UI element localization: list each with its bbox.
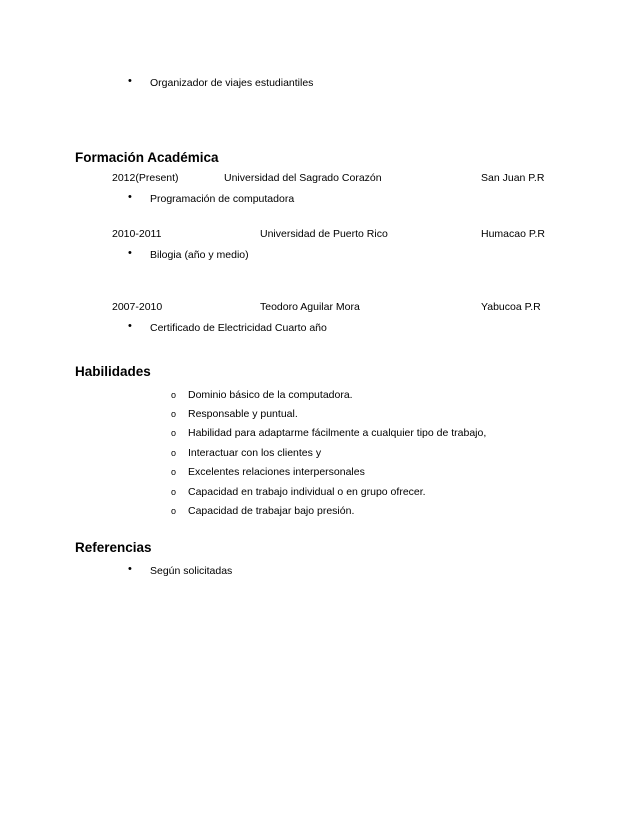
skill-item: Capacidad en trabajo individual o en grupo ofrecer.: [188, 486, 426, 498]
skill-item: Interactuar con los clientes y: [188, 447, 322, 459]
references-item: Según solicitadas: [150, 565, 233, 577]
education-institution: Teodoro Aguilar Mora: [260, 301, 360, 313]
skills-heading: Habilidades: [75, 364, 151, 379]
education-heading: Formación Académica: [75, 150, 219, 165]
education-detail: Programación de computadora: [150, 193, 295, 205]
bullet-icon: •: [128, 563, 132, 575]
education-period: 2012(Present): [112, 172, 179, 184]
circle-bullet-icon: o: [171, 467, 177, 477]
circle-bullet-icon: o: [171, 448, 177, 458]
circle-bullet-icon: o: [171, 409, 177, 419]
education-detail: Bilogia (año y medio): [150, 249, 249, 261]
education-detail: Certificado de Electricidad Cuarto año: [150, 322, 327, 334]
education-location: Humacao P.R: [481, 228, 546, 240]
skill-item: Excelentes relaciones interpersonales: [188, 466, 365, 478]
bullet-icon: •: [128, 75, 132, 87]
skill-item: Dominio básico de la computadora.: [188, 389, 353, 401]
education-period: 2010-2011: [112, 228, 162, 240]
circle-bullet-icon: o: [171, 506, 177, 516]
circle-bullet-icon: o: [171, 487, 177, 497]
circle-bullet-icon: o: [171, 390, 177, 400]
bullet-icon: •: [128, 191, 132, 203]
circle-bullet-icon: o: [171, 428, 177, 438]
bullet-icon: •: [128, 247, 132, 259]
intro-item: Organizador de viajes estudiantiles: [150, 77, 314, 89]
education-institution: Universidad de Puerto Rico: [260, 228, 388, 240]
education-location: Yabucoa P.R: [481, 301, 541, 313]
skill-item: Responsable y puntual.: [188, 408, 298, 420]
education-period: 2007-2010: [112, 301, 163, 313]
bullet-icon: •: [128, 320, 132, 332]
references-heading: Referencias: [75, 540, 152, 555]
skill-item: Capacidad de trabajar bajo presión.: [188, 505, 355, 517]
education-institution: Universidad del Sagrado Corazón: [224, 172, 382, 184]
skill-item: Habilidad para adaptarme fácilmente a cualquier tipo de trabajo,: [188, 427, 487, 439]
education-location: San Juan P.R: [481, 172, 545, 184]
